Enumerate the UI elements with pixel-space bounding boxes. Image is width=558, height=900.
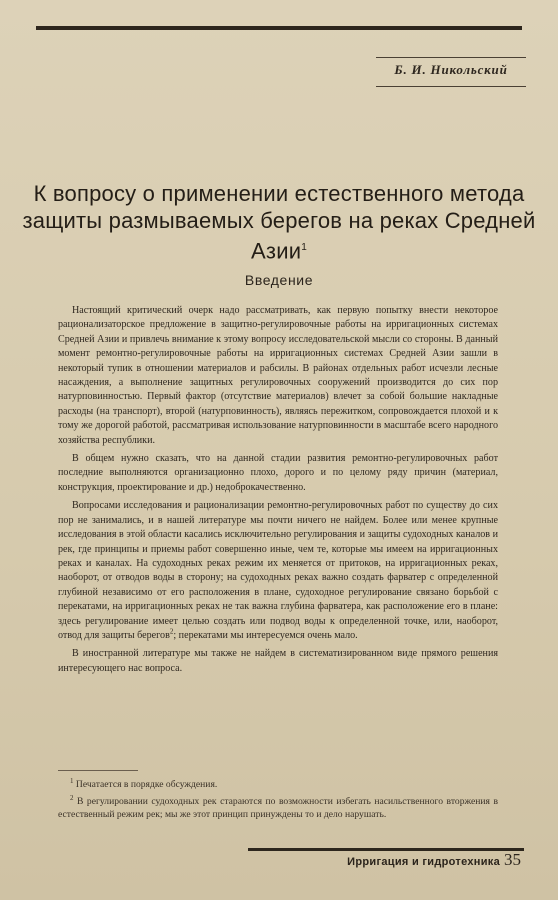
paragraph (58, 499, 498, 643)
article-body (58, 304, 498, 676)
footnote (58, 778, 498, 792)
section-heading: Введение (244, 272, 314, 288)
article-title-text: К вопросу о применении естественного метода защиты размываемых берегов на реках Средней Азии (22, 181, 536, 264)
paragraph: В иностранной литературе мы также не найдем в систематизированном виде прямого решения интересующего нас вопроса. (58, 648, 498, 674)
journal-name: Ирригация и гидротехника (347, 856, 500, 868)
footnote-text: В регулировании судоходных рек стараются по возможности избегать насильственного вторжения в естественный режим рек; мы же этот принцип принуждены то и дело нарушать. (58, 795, 498, 821)
article-title-block (20, 180, 538, 264)
page-number: 35 (504, 850, 521, 869)
footer-rule (248, 848, 524, 851)
footnote-mark: 2 (169, 627, 174, 636)
footnote-number: 2 (70, 793, 74, 802)
author-rule-bottom (376, 86, 526, 87)
article-title (20, 180, 538, 264)
paragraph-text: Вопросами исследования и рационализации ремонтно-регулировочных работ по существу до сих пор не занимались, и в нашей литературе мы почти ничего не найдем. Более или менее крупные исследования в этой области касались исключительно регулирования и защиты судоходных каналов и рек, где принципы и приемы работ совершенно иные, чем те, которые мы имеем на ирригационных реках и каналах. На судоходных реках режим их меняется от притоков, на ирригационных реках, наоборот, от отводов воды в сторону; на судоходных реках важно создать фарватер с определенной глубиной независимо от его расположения в плане, судоходное регулирование связано борьбой с перекатами, на ирригационных реках не так важна глубина фарватера, как расположение его в плане: здесь регулирование имеет целью создать или подвод воды к определенной точке, или, наоборот, отвод для защиты берегов (58, 500, 498, 641)
paragraph: Настоящий критический очерк надо рассматривать, как первую попытку внести некоторое рационализаторское предложение в защитно-регулировочные работы на ирригационных системах Средней Азии и привлечь внимание к этому вопросу исследовательской мысли со стороны. В данный момент ремонтно-регулировочные работы на ирригационных системах Средней Азии зашли в некоторый тупик в отношении материалов и рабсилы. В районах отдельных работ исчезли лесные насаждения, а выполнение защитных регулировочных сооружений производится до сих пор натурповинностью. Первый фактор (отсутствие материалов) влечет за собой большие накладные расходы (на транспорт), второй (натурповинность), являясь пережитком, сопровождается плохой и к тому же дорогой работой, рассматривая использование натурповинности в масштабе всего народного хозяйства республики. (58, 305, 498, 446)
footnote-rule (58, 770, 138, 771)
paragraph-tail: ; перекатами мы интересуемся очень мало. (173, 629, 358, 641)
footnote-text: Печатается в порядке обсуждения. (75, 779, 218, 790)
paragraph: В общем нужно сказать, что на данной стадии развития ремонтно-регулировочных работ последние выполняются организационно плохо, дорого и по целому ряду причин (материал, конструкция, проектирование и др.) недоброкачественно. (58, 453, 498, 493)
author-rule-top (376, 57, 526, 58)
footnote-number: 1 (70, 776, 74, 785)
top-rule (36, 26, 522, 30)
footnote (58, 795, 498, 822)
author-name: Б. И. Никольский (394, 62, 508, 77)
footnotes (58, 778, 498, 825)
title-footnote-mark: 1 (301, 242, 307, 253)
